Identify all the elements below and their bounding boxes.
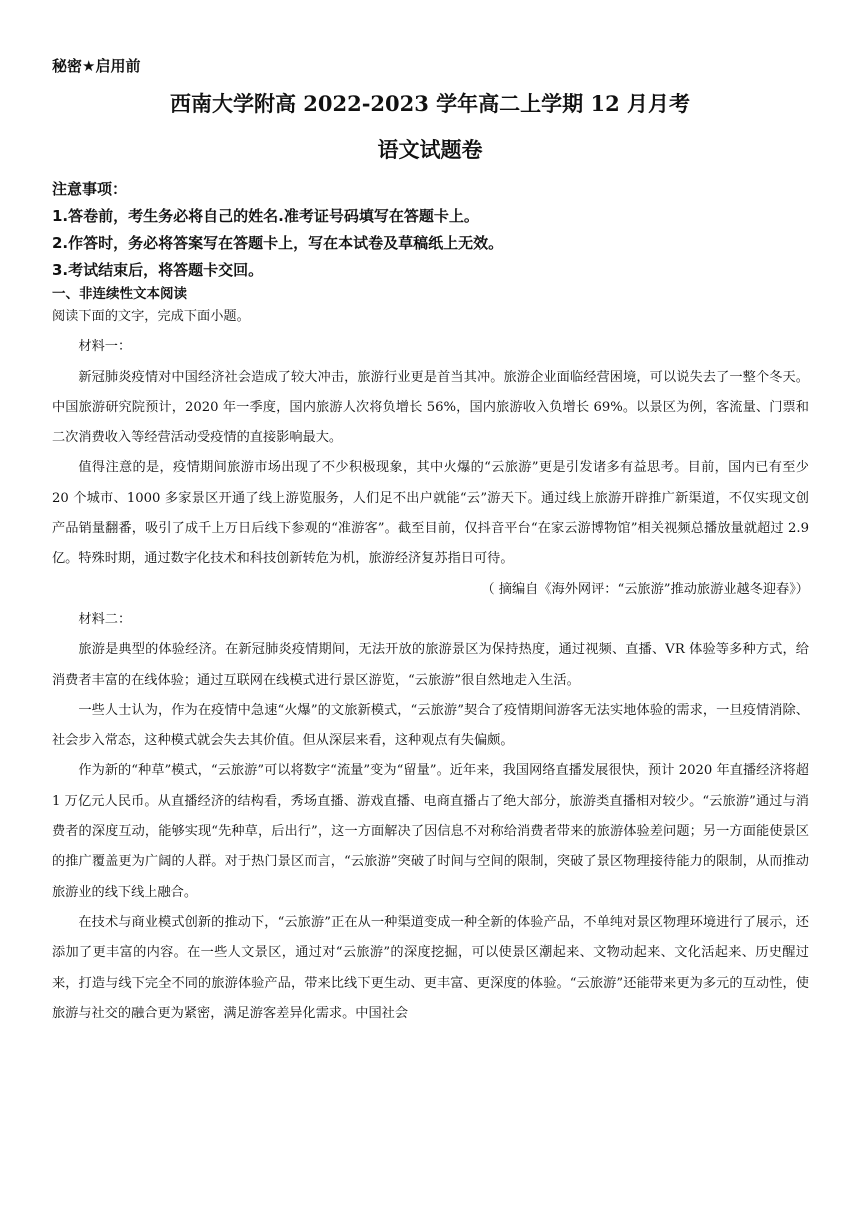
exam-title: 西南大学附高 2022-2023 学年高二上学期 12 月月考 <box>169 91 691 116</box>
material1-label: 材料一： <box>78 339 132 355</box>
material2-label: 材料二： <box>78 611 132 627</box>
notes-block <box>52 176 503 284</box>
notes-heading: 注意事项： <box>52 180 128 198</box>
notes-item: 1.答卷前，考生务必将自己的姓名.准考证号码填写在答题卡上。 <box>52 207 479 225</box>
notes-item: 3.考试结束后，将答题卡交回。 <box>52 261 264 279</box>
material2-paragraph: 在技术与商业模式创新的推动下，“云旅游”正在从一种渠道变成一种全新的体验产品，不单纯对景区物理环境进行了展示，还添加了更丰富的内容。在一些人文景区，通过对“云旅游”的深度挖掘，可以使景区潮起来、文物动起来、文化活起来、历史醒过来，打造与线下完全不同的旅游体验产品，带来比线下更生动、更丰富、更深度的体验。“云旅游”还能带来更为多元的互动性，使旅游与社交的融合更为紧密，满足游客差异化需求。中国社会 <box>52 914 809 1021</box>
section-heading: 一、非连续性文本阅读 <box>52 286 187 302</box>
material1-paragraph: 新冠肺炎疫情对中国经济社会造成了较大冲击，旅游行业更是首当其冲。旅游企业面临经营困境，可以说失去了一整个冬天。中国旅游研究院预计，2020 年一季度，国内旅游人次将负增长 56%，国内旅游收入负增长 69%。以景区为例，客流量、门票和二次消费收入等经营活动受疫情的直接影响最大。 <box>52 369 809 446</box>
reading-text <box>52 302 809 1029</box>
material1-paragraph: 值得注意的是，疫情期间旅游市场出现了不少积极现象，其中火爆的“云旅游”更是引发诸多有益思考。目前，国内已有至少 20 个城市、1000 多家景区开通了线上游览服务，人们足不出户就能“云”游天下。通过线上旅游开辟推广新渠道，不仅实现文创产品销量翻番，吸引了成千上万日后线下参观的“准游客”。截至目前，仅抖音平台“在家云游博物馆”相关视频总播放量就超过 2.9 亿。特殊时期，通过数字化技术和科技创新转危为机，旅游经济复苏指日可待。 <box>52 460 809 567</box>
material2-paragraph: 作为新的“种草”模式，“云旅游”可以将数字“流量”变为“留量”。近年来，我国网络直播发展很快，预计 2020 年直播经济将超 1 万亿元人民币。从直播经济的结构看，秀场直播、游戏直播、电商直播占了绝大部分，旅游类直播相对较少。“云旅游”通过与消费者的深度互动，能够实现“先种草，后出行”，这一方面解决了因信息不对称给消费者带来的旅游体验差问题；另一方面能使景区的推广覆盖更为广阔的人群。对于热门景区而言，“云旅游”突破了时间与空间的限制，突破了景区物理接待能力的限制，从而推动旅游业的线下线上融合。 <box>52 763 809 900</box>
instruction: 阅读下面的文字，完成下面小题。 <box>52 309 250 324</box>
exam-subtitle: 语文试题卷 <box>377 137 483 162</box>
confidential-label: 秘密★启用前 <box>52 57 141 75</box>
material2-paragraph: 一些人士认为，作为在疫情中急速“火爆”的文旅新模式，“云旅游”契合了疫情期间游客无法实地体验的需求，一旦疫情消除、社会步入常态，这种模式就会失去其价值。但从深层来看，这种观点有失偏颇。 <box>52 702 809 749</box>
material2-paragraph: 旅游是典型的体验经济。在新冠肺炎疫情期间，无法开放的旅游景区为保持热度，通过视频、直播、VR 体验等多种方式，给消费者丰富的在线体验；通过互联网在线模式进行景区游览，“云旅游”很自然地走入生活。 <box>52 642 809 688</box>
material1-source: （ 摘编自《海外网评：“云旅游”推动旅游业越冬迎春》） <box>481 581 809 597</box>
notes-item: 2.作答时，务必将答案写在答题卡上，写在本试卷及草稿纸上无效。 <box>52 234 504 252</box>
